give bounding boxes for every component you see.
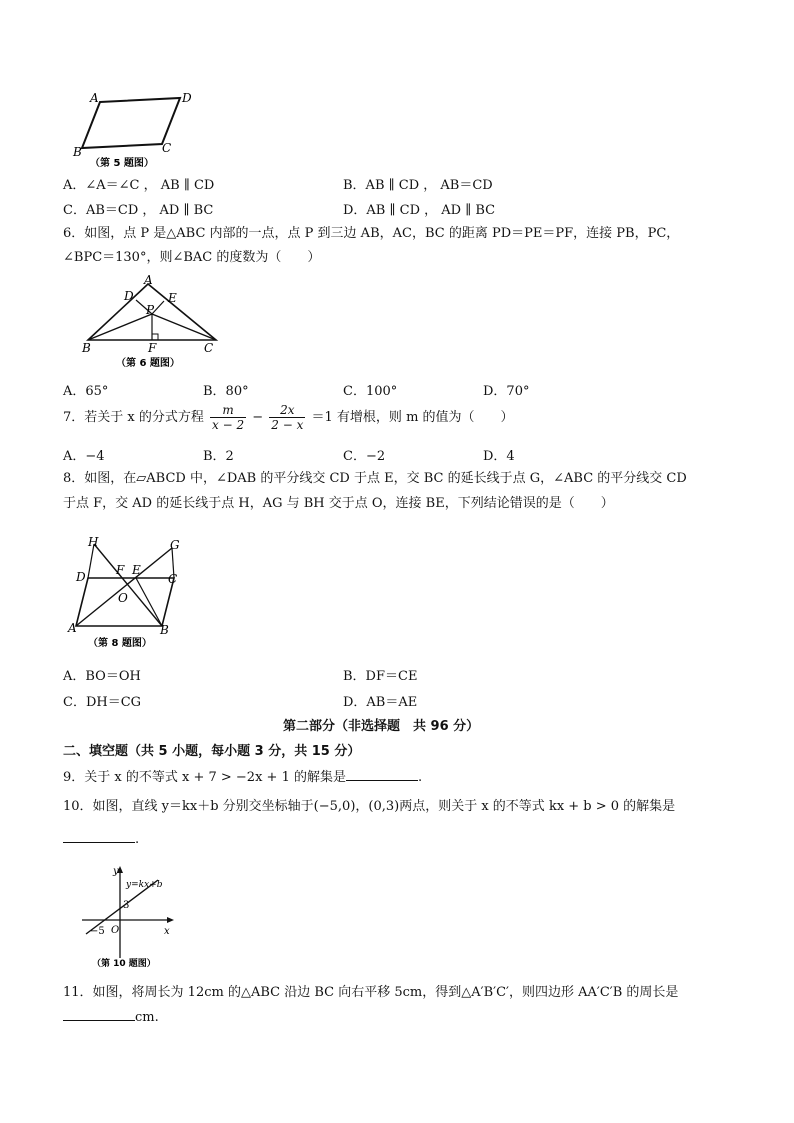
q5-option-c: C．AB＝CD ， AD ∥ BC: [63, 203, 214, 218]
q10-answer-line: [63, 832, 139, 847]
triangle-figure: [76, 274, 226, 374]
label-o: O: [118, 591, 128, 605]
q7-option-d: D．4: [483, 449, 515, 464]
q11-answer-line: [63, 1010, 159, 1025]
q5-option-a: A．∠A＝∠C ， AB ∥ CD: [63, 178, 215, 193]
q6-option-c: C．100°: [343, 384, 398, 399]
q9-end: .: [417, 770, 423, 785]
figure-q8: [64, 534, 194, 654]
label-c: C: [204, 341, 214, 355]
line-label: y=kx+b: [126, 880, 163, 890]
label-d: D: [76, 570, 86, 584]
label-d: D: [182, 91, 192, 105]
label-b: B: [160, 623, 169, 637]
label-p: P: [146, 303, 155, 317]
label-e: E: [132, 563, 141, 577]
label-d: D: [124, 289, 134, 303]
part2-title: 第二部分（非选择题 共 96 分）: [283, 719, 480, 734]
q7-fraction-1: [210, 403, 246, 432]
q9-stem: [63, 766, 422, 785]
label-g: G: [170, 538, 180, 552]
q7-frac1-numerator: m: [210, 403, 246, 418]
x-axis-label: x: [164, 926, 170, 937]
q7-frac1-denominator: x − 2: [212, 418, 245, 432]
label-a: A: [68, 621, 77, 635]
q7-fraction-2: [269, 403, 305, 432]
q8-stem-line1: 8．如图，在▱ABCD 中，∠DAB 的平分线交 CD 于点 E，交 BC 的延长线于点 G，∠ABC 的平分线交 CD: [63, 471, 687, 486]
q7-option-c: C．−2: [343, 449, 386, 464]
figure-caption: （第 6 题图）: [116, 358, 180, 369]
parallelogram-figure: [70, 88, 200, 170]
q7-stem-prefix: 7．若关于 x 的分式方程: [63, 410, 204, 425]
q7-frac2-denominator: 2 − x: [271, 418, 304, 432]
label-a: A: [90, 91, 99, 105]
y-axis-label: y: [113, 866, 119, 877]
q11-answer-blank[interactable]: [63, 1020, 135, 1021]
figure-caption: （第 10 题图）: [92, 959, 156, 969]
tick-label-3: 3: [123, 900, 130, 911]
parallelogram-bisector-figure: [64, 534, 194, 654]
q7-minus: −: [252, 410, 264, 425]
q11-stem: 11．如图，将周长为 12cm 的△ABC 沿边 BC 向右平移 5cm，得到△A′B′C′，则四边形 AA′C′B 的周长是: [63, 985, 679, 1000]
q9-answer-blank[interactable]: [346, 780, 418, 781]
q6-option-a: A．65°: [63, 384, 109, 399]
tick-label-minus5: −5: [90, 926, 105, 937]
section-title: 二、填空题（共 5 小题，每小题 3 分，共 15 分）: [63, 744, 361, 759]
q6-option-d: D．70°: [483, 384, 530, 399]
q7-option-b: B．2: [203, 449, 234, 464]
label-f: F: [116, 563, 125, 577]
origin-label: O: [111, 925, 120, 936]
q7-stem-suffix: ＝1 有增根，则 m 的值为（ ）: [311, 410, 514, 425]
q8-option-d: D．AB＝AE: [343, 695, 418, 710]
q7-option-a: A．−4: [63, 449, 105, 464]
figure-caption: （第 8 题图）: [88, 638, 152, 649]
q5-option-d: D．AB ∥ CD ， AD ∥ BC: [343, 203, 496, 218]
figure-q10: [78, 862, 188, 974]
q6-stem-line1: 6．如图，点 P 是△ABC 内部的一点，点 P 到三边 AB，AC，BC 的距离 PD＝PE＝PF，连接 PB，PC，: [63, 226, 680, 241]
q6-option-b: B．80°: [203, 384, 249, 399]
q8-option-a: A．BO＝OH: [63, 669, 141, 684]
q7-stem: [63, 403, 514, 433]
q5-option-b: B．AB ∥ CD ， AB＝CD: [343, 178, 493, 193]
label-c: C: [168, 572, 178, 586]
label-a: A: [144, 274, 153, 287]
q8-stem-line2: 于点 F，交 AD 的延长线于点 H，AG 与 BH 交于点 O，连接 BE，下列结论错误的是（ ）: [63, 496, 614, 511]
figure-q5: [70, 88, 200, 170]
label-h: H: [88, 535, 99, 549]
label-f: F: [148, 341, 157, 355]
q10-stem: 10．如图，直线 y＝kx＋b 分别交坐标轴于(−5,0)，(0,3)两点，则关于 x 的不等式 kx + b > 0 的解集是: [63, 799, 676, 814]
q11-unit: cm.: [135, 1010, 159, 1025]
label-c: C: [162, 141, 172, 155]
figure-q6: [76, 274, 226, 374]
q7-frac2-numerator: 2x: [269, 403, 305, 418]
label-b: B: [82, 341, 91, 355]
q10-end: .: [135, 832, 140, 847]
label-b: B: [73, 145, 82, 159]
q8-option-b: B．DF＝CE: [343, 669, 418, 684]
figure-caption: （第 5 题图）: [90, 158, 154, 169]
label-e: E: [168, 291, 177, 305]
q9-text: 9．关于 x 的不等式 x + 7 > −2x + 1 的解集是: [63, 770, 346, 785]
q10-answer-blank[interactable]: [63, 842, 135, 843]
q6-stem-line2: ∠BPC＝130°，则∠BAC 的度数为（ ）: [63, 250, 321, 265]
q8-option-c: C．DH＝CG: [63, 695, 142, 710]
linear-function-figure: [78, 862, 188, 974]
